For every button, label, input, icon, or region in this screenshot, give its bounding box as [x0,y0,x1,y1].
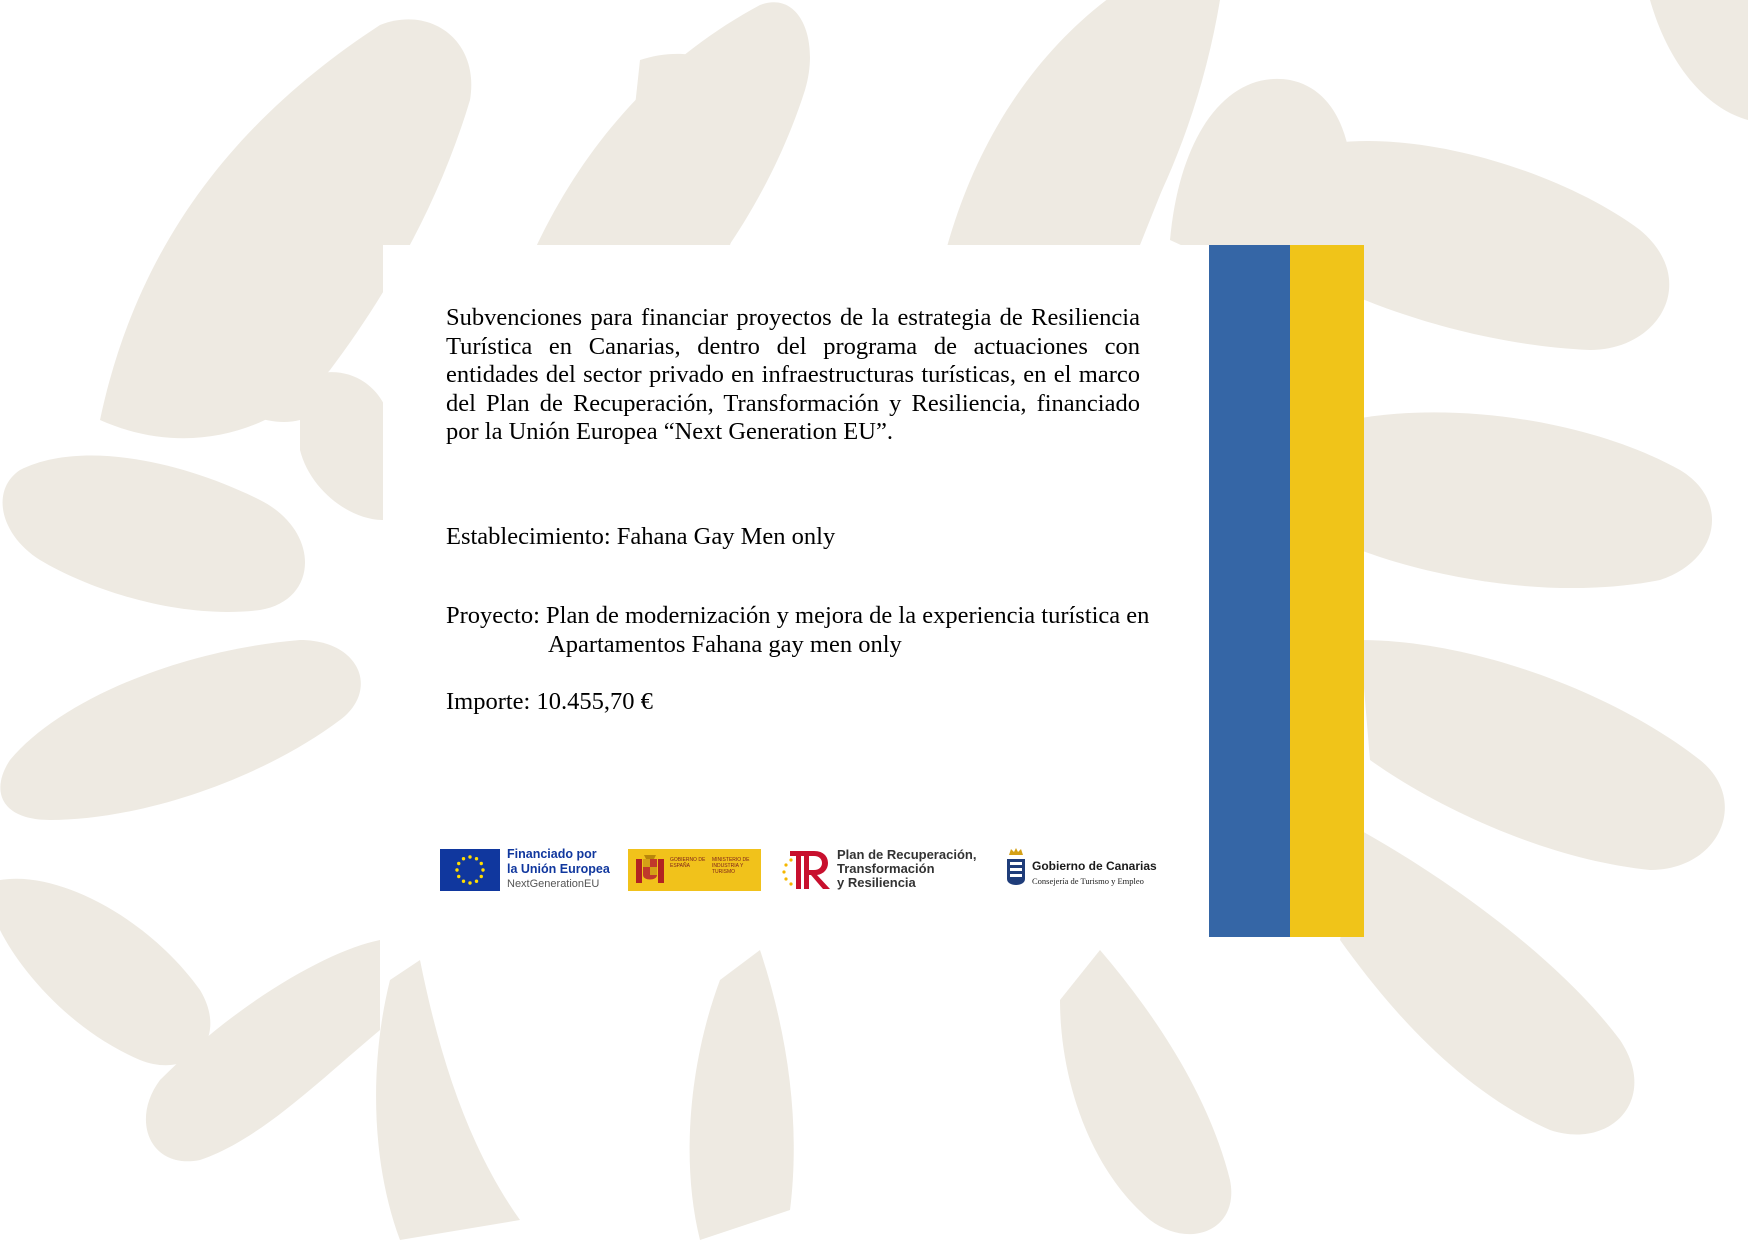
intro-paragraph: Subvenciones para financiar proyectos de la estrategia de Resiliencia Turística en Canarias, dentro del programa de actuaciones con entidades del sector privado en infraestructuras turísticas, en el marco del Plan de Recuperación, Transformación y Resiliencia, financiado por la Unión Europea “Next Generation EU”. [446,304,1140,445]
eu-star [480,862,483,865]
eu-star [457,875,460,878]
eu-star [455,868,458,871]
proyecto-field [446,602,1149,659]
eu-flag-icon [440,849,500,891]
prtr-line3: y Resiliencia [837,875,916,890]
eu-star [475,857,478,860]
eu-logo-line1: Financiado por [507,847,597,861]
canarias-coat-of-arms-icon [1004,847,1028,893]
canarias-government-logo [1004,845,1174,895]
spain-logo-box [628,849,761,891]
canarias-logo-line1: Gobierno de Canarias [1032,859,1157,873]
eu-logo-line2: la Unión Europea [507,862,610,876]
establecimiento-label: Establecimiento: [446,523,611,550]
spain-logo-text1: GOBIERNO DE ESPAÑA [670,857,706,869]
eu-star [481,868,484,871]
prtr-line1: Plan de Recuperación, [837,847,977,862]
proyecto-label: Proyecto: [446,602,540,629]
eu-star [462,880,465,883]
eu-logo-line3: NextGenerationEU [507,878,600,890]
establecimiento-field [446,523,835,552]
importe-field [446,688,653,717]
proyecto-value-line1: Plan de modernización y mejora de la experiencia turística en [546,602,1150,629]
prtr-logo [780,845,1000,895]
eu-star [475,880,478,883]
spain-coat-of-arms-icon [632,853,668,887]
canarias-logo-line2: Consejería de Turismo y Empleo [1032,876,1144,886]
importe-label: Importe: [446,688,531,715]
blue-stripe [1209,245,1290,937]
eu-star [480,875,483,878]
spain-government-logo [628,845,761,895]
establecimiento-value: Fahana Gay Men only [616,523,836,550]
funding-logos-bar [440,845,1160,895]
eu-star [457,862,460,865]
eu-funding-logo [440,845,620,895]
prtr-logo-icon [780,845,836,895]
proyecto-value-line2: Apartamentos Fahana gay men only [548,630,902,658]
eu-star [468,855,471,858]
importe-value: 10.455,70 € [536,688,653,715]
eu-star [468,881,471,884]
prtr-line2: Transformación [837,861,935,876]
yellow-stripe [1290,245,1364,937]
eu-star [462,857,465,860]
spain-logo-text2: MINISTERIO DE INDUSTRIA Y TURISMO [712,857,750,875]
